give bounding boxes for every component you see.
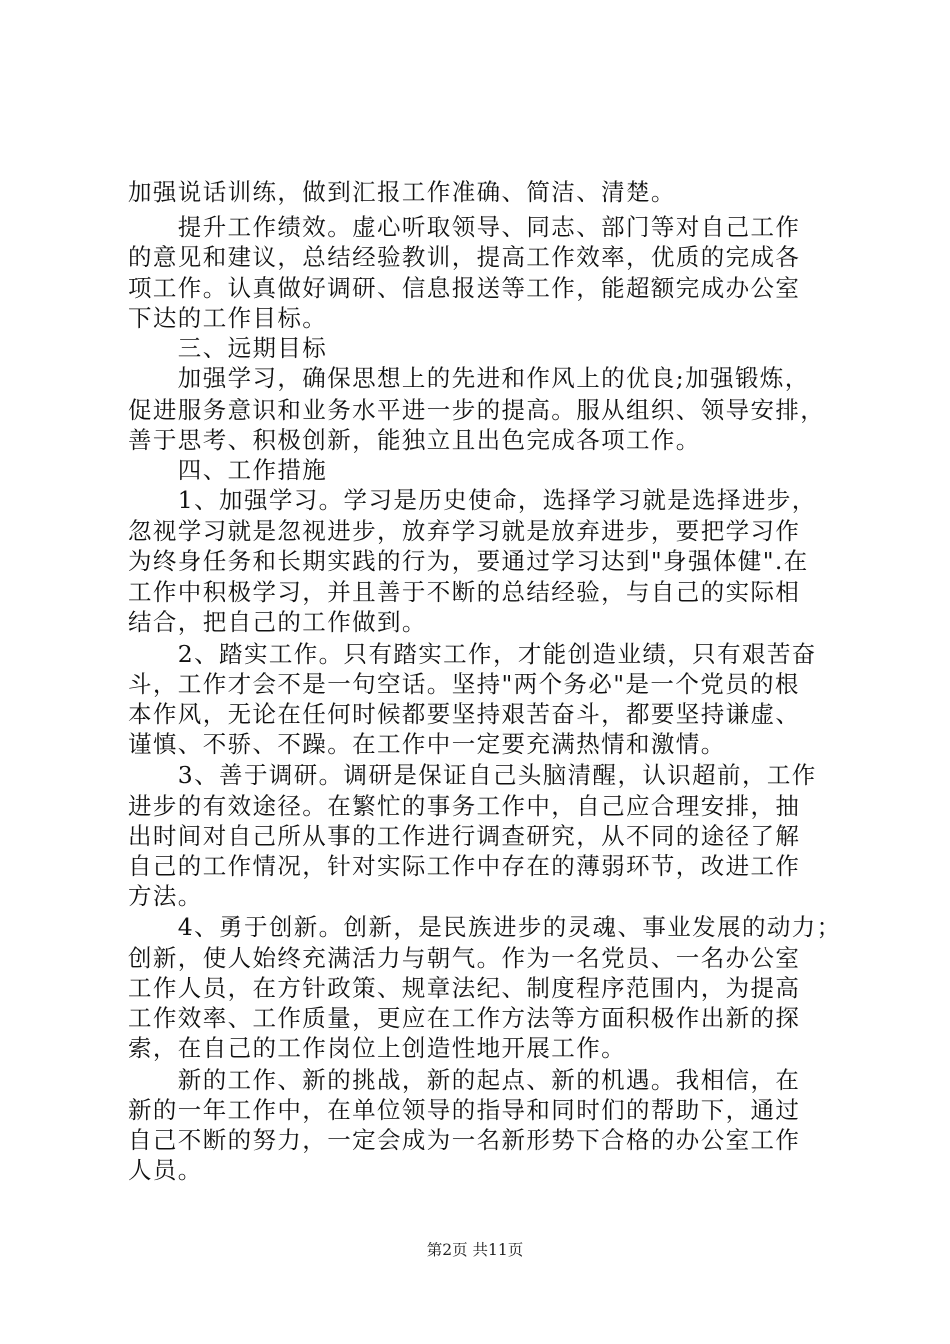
text-line: 新的一年工作中，在单位领导的指导和同时们的帮助下，通过 <box>128 1096 801 1124</box>
text-line: 的意见和建议，总结经验教训，提高工作效率，优质的完成各 <box>128 243 801 271</box>
text-line: 结合，把自己的工作做到。 <box>128 608 427 636</box>
text-line: 善于思考、积极创新，能独立且出色完成各项工作。 <box>128 426 701 454</box>
section-heading: 三、远期目标 <box>128 334 328 362</box>
text-line: 本作风，无论在任何时候都要坚持艰苦奋斗，都要坚持谦虚、 <box>128 700 801 728</box>
text-line: 人员。 <box>128 1156 203 1184</box>
text-line: 索，在自己的工作岗位上创造性地开展工作。 <box>128 1034 626 1062</box>
text-line: 项工作。认真做好调研、信息报送等工作，能超额完成办公室 <box>128 274 801 302</box>
text-line: 加强说话训练，做到汇报工作准确、简洁、清楚。 <box>128 178 676 206</box>
text-line: 4、勇于创新。创新，是民族进步的灵魂、事业发展的动力； <box>128 913 842 941</box>
text-line: 方法。 <box>128 882 203 910</box>
text-line: 自己的工作情况，针对实际工作中存在的薄弱环节，改进工作 <box>128 852 801 880</box>
text-line: 2、踏实工作。只有踏实工作，才能创造业绩，只有艰苦奋 <box>128 640 817 668</box>
text-line: 出时间对自己所从事的工作进行调查研究，从不同的途径了解 <box>128 822 801 850</box>
text-line: 进步的有效途径。在繁忙的事务工作中，自己应合理安排，抽 <box>128 792 801 820</box>
text-line: 下达的工作目标。 <box>128 304 328 332</box>
text-line: 提升工作绩效。虚心听取领导、同志、部门等对自己工作 <box>128 213 801 241</box>
text-line: 工作中积极学习，并且善于不断的总结经验，与自己的实际相 <box>128 578 801 606</box>
text-line: 工作效率、工作质量，更应在工作方法等方面积极作出新的探 <box>128 1004 801 1032</box>
text-line: 谨慎、不骄、不躁。在工作中一定要充满热情和激情。 <box>128 730 726 758</box>
text-line: 新的工作、新的挑战，新的起点、新的机遇。我相信，在 <box>128 1066 801 1094</box>
text-line: 自己不断的努力，一定会成为一名新形势下合格的办公室工作 <box>128 1126 801 1154</box>
text-line: 为终身任务和长期实践的行为，要通过学习达到"身强体健".在 <box>128 547 809 575</box>
text-line: 3、善于调研。调研是保证自己头脑清醒，认识超前，工作 <box>128 761 817 789</box>
text-line: 加强学习，确保思想上的先进和作风上的优良;加强锻炼， <box>128 364 810 392</box>
text-line: 创新，使人始终充满活力与朝气。作为一名党员、一名办公室 <box>128 944 801 972</box>
page-number: 第2页 共11页 <box>426 1241 524 1259</box>
text-line: 工作人员，在方针政策、规章法纪、制度程序范围内，为提高 <box>128 974 801 1002</box>
text-line: 1、加强学习。学习是历史使命，选择学习就是选择进步， <box>128 486 817 514</box>
text-line: 促进服务意识和业务水平进一步的提高。服从组织、领导安排， <box>128 396 826 424</box>
text-line: 忽视学习就是忽视进步，放弃学习就是放弃进步，要把学习作 <box>128 517 801 545</box>
text-line: 斗，工作才会不是一句空话。坚持"两个务必"是一个党员的根 <box>128 670 800 698</box>
section-heading: 四、工作措施 <box>128 456 328 484</box>
